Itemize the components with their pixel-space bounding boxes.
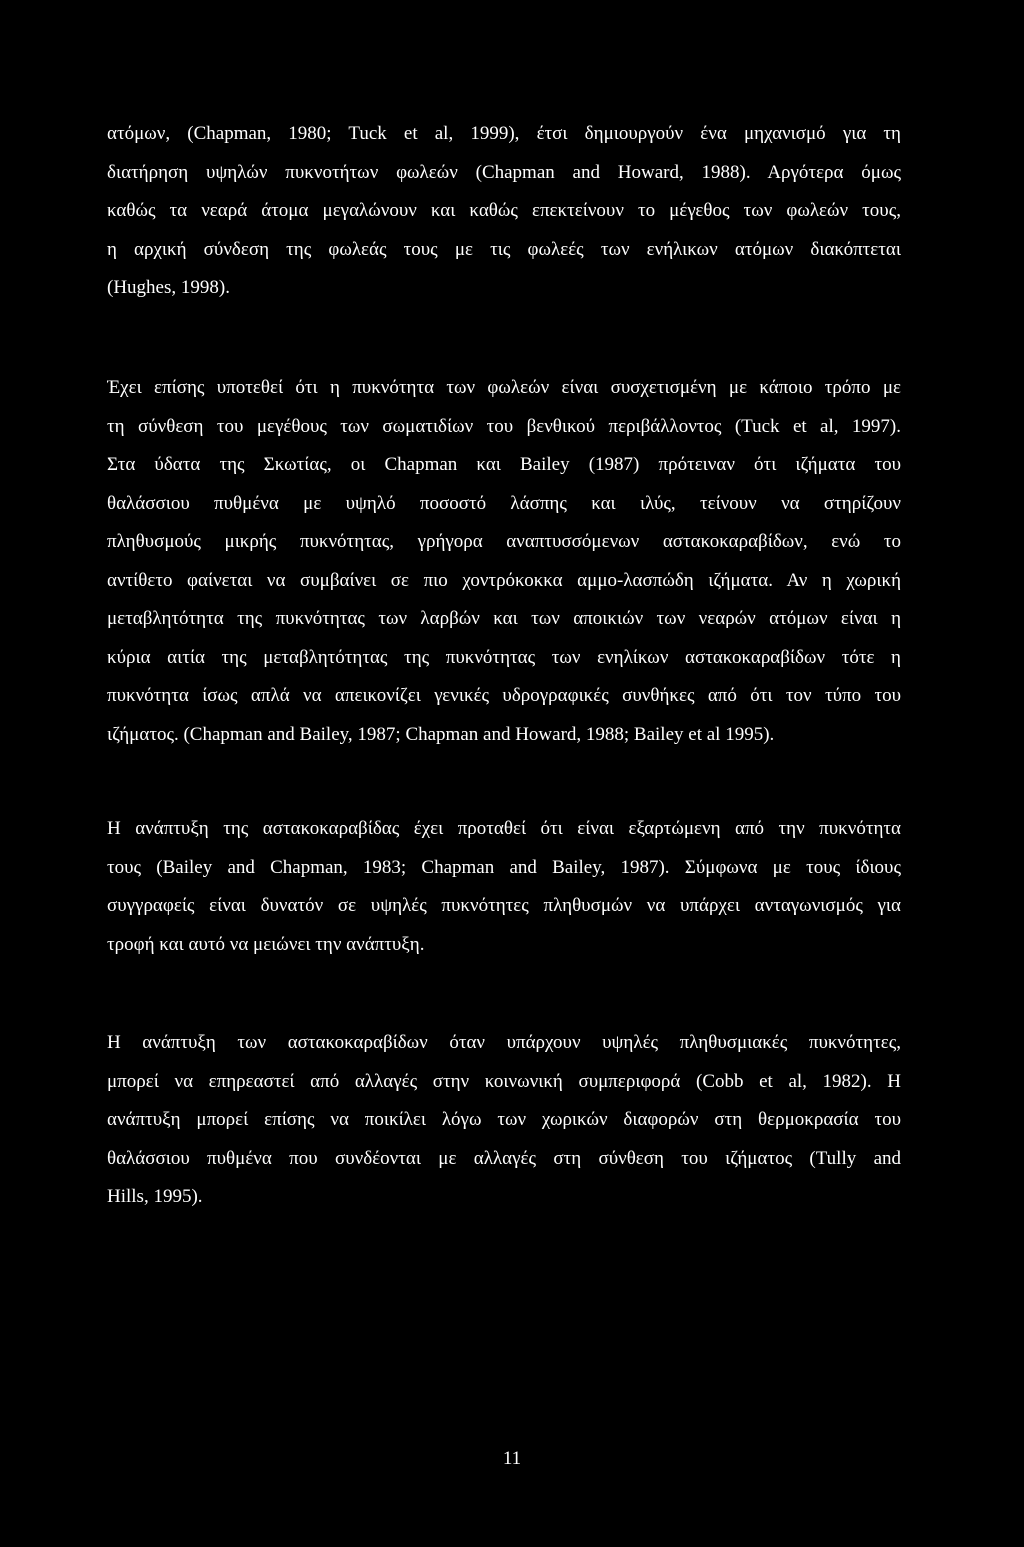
text-line: ανάπτυξη μπορεί επίσης να ποικίλει λόγω των χωρικών διαφορών στη θερμοκρασία του bbox=[107, 1109, 901, 1130]
text-line: τους (Bailey and Chapman, 1983; Chapman and Bailey, 1987). Σύμφωνα με τους ίδιους bbox=[107, 856, 901, 878]
text-line: αντίθετο φαίνεται να συμβαίνει σε πιο χοντρόκοκκα αμμο-λασπώδη ιζήματα. Αν η χωρική bbox=[107, 569, 901, 591]
text-line: η αρχική σύνδεση της φωλεάς τους με τις φωλεές των ενήλικων ατόμων διακόπτεται bbox=[107, 238, 901, 260]
text-line: ατόμων, (Chapman, 1980; Tuck et al, 1999), έτσι δημιουργούν ένα μηχανισμό για τη bbox=[107, 123, 901, 144]
paragraph-3 bbox=[107, 810, 901, 964]
text-line: Η ανάπτυξη της αστακοκαραβίδας έχει προταθεί ότι είναι εξαρτώμενη από την πυκνότητα bbox=[107, 818, 901, 839]
text-line: μεταβλητότητα της πυκνότητας των λαρβών και των αποικιών των νεαρών ατόμων είναι η bbox=[107, 608, 901, 629]
text-line: καθώς τα νεαρά άτομα μεγαλώνουν και καθώς επεκτείνουν το μέγεθος των φωλεών τους, bbox=[107, 200, 901, 221]
text-line: θαλάσσιου πυθμένα με υψηλό ποσοστό λάσπης και ιλύς, τείνουν να στηρίζουν bbox=[107, 492, 901, 514]
page-number: 11 bbox=[502, 1448, 522, 1469]
paragraph-4 bbox=[107, 1024, 901, 1217]
text-line: μπορεί να επηρεαστεί από αλλαγές στην κοινωνική συμπεριφορά (Cobb et al, 1982). Η bbox=[107, 1070, 901, 1092]
text-line: Η ανάπτυξη των αστακοκαραβίδων όταν υπάρχουν υψηλές πληθυσμιακές πυκνότητες, bbox=[107, 1032, 901, 1053]
paragraph-2 bbox=[107, 369, 901, 754]
text-line: ιζήματος. (Chapman and Bailey, 1987; Chapman and Howard, 1988; Bailey et al 1995). bbox=[107, 723, 775, 745]
text-line: πυκνότητα ίσως απλά να απεικονίζει γενικές υδρογραφικές συνθήκες από ότι τον τύπο του bbox=[107, 685, 901, 706]
text-line: Στα ύδατα της Σκωτίας, οι Chapman και Bailey (1987) πρότειναν ότι ιζήματα του bbox=[107, 454, 901, 475]
text-line: Hills, 1995). bbox=[107, 1186, 203, 1207]
text-line: θαλάσσιου πυθμένα που συνδέονται με αλλαγές στη σύνθεση του ιζήματος (Tully and bbox=[107, 1147, 901, 1169]
paragraph-1 bbox=[107, 115, 901, 308]
text-line: τη σύνθεση του μεγέθους των σωματιδίων του βενθικού περιβάλλοντος (Tuck et al, 1997). bbox=[107, 415, 901, 437]
text-line: (Hughes, 1998). bbox=[107, 277, 230, 298]
text-line: τροφή και αυτό να μειώνει την ανάπτυξη. bbox=[107, 933, 425, 955]
text-line: συγγραφείς είναι δυνατόν σε υψηλές πυκνότητες πληθυσμών να υπάρχει ανταγωνισμός για bbox=[107, 895, 901, 916]
text-line: Έχει επίσης υποτεθεί ότι η πυκνότητα των φωλεών είναι συσχετισμένη με κάποιο τρόπο με bbox=[107, 377, 901, 398]
text-line: διατήρηση υψηλών πυκνοτήτων φωλεών (Chapman and Howard, 1988). Αργότερα όμως bbox=[107, 161, 901, 183]
text-line: πληθυσμούς μικρής πυκνότητας, γρήγορα αναπτυσσόμενων αστακοκαραβίδων, ενώ το bbox=[107, 531, 901, 552]
text-line: κύρια αιτία της μεταβλητότητας της πυκνότητας των ενηλίκων αστακοκαραβίδων τότε η bbox=[107, 646, 901, 668]
